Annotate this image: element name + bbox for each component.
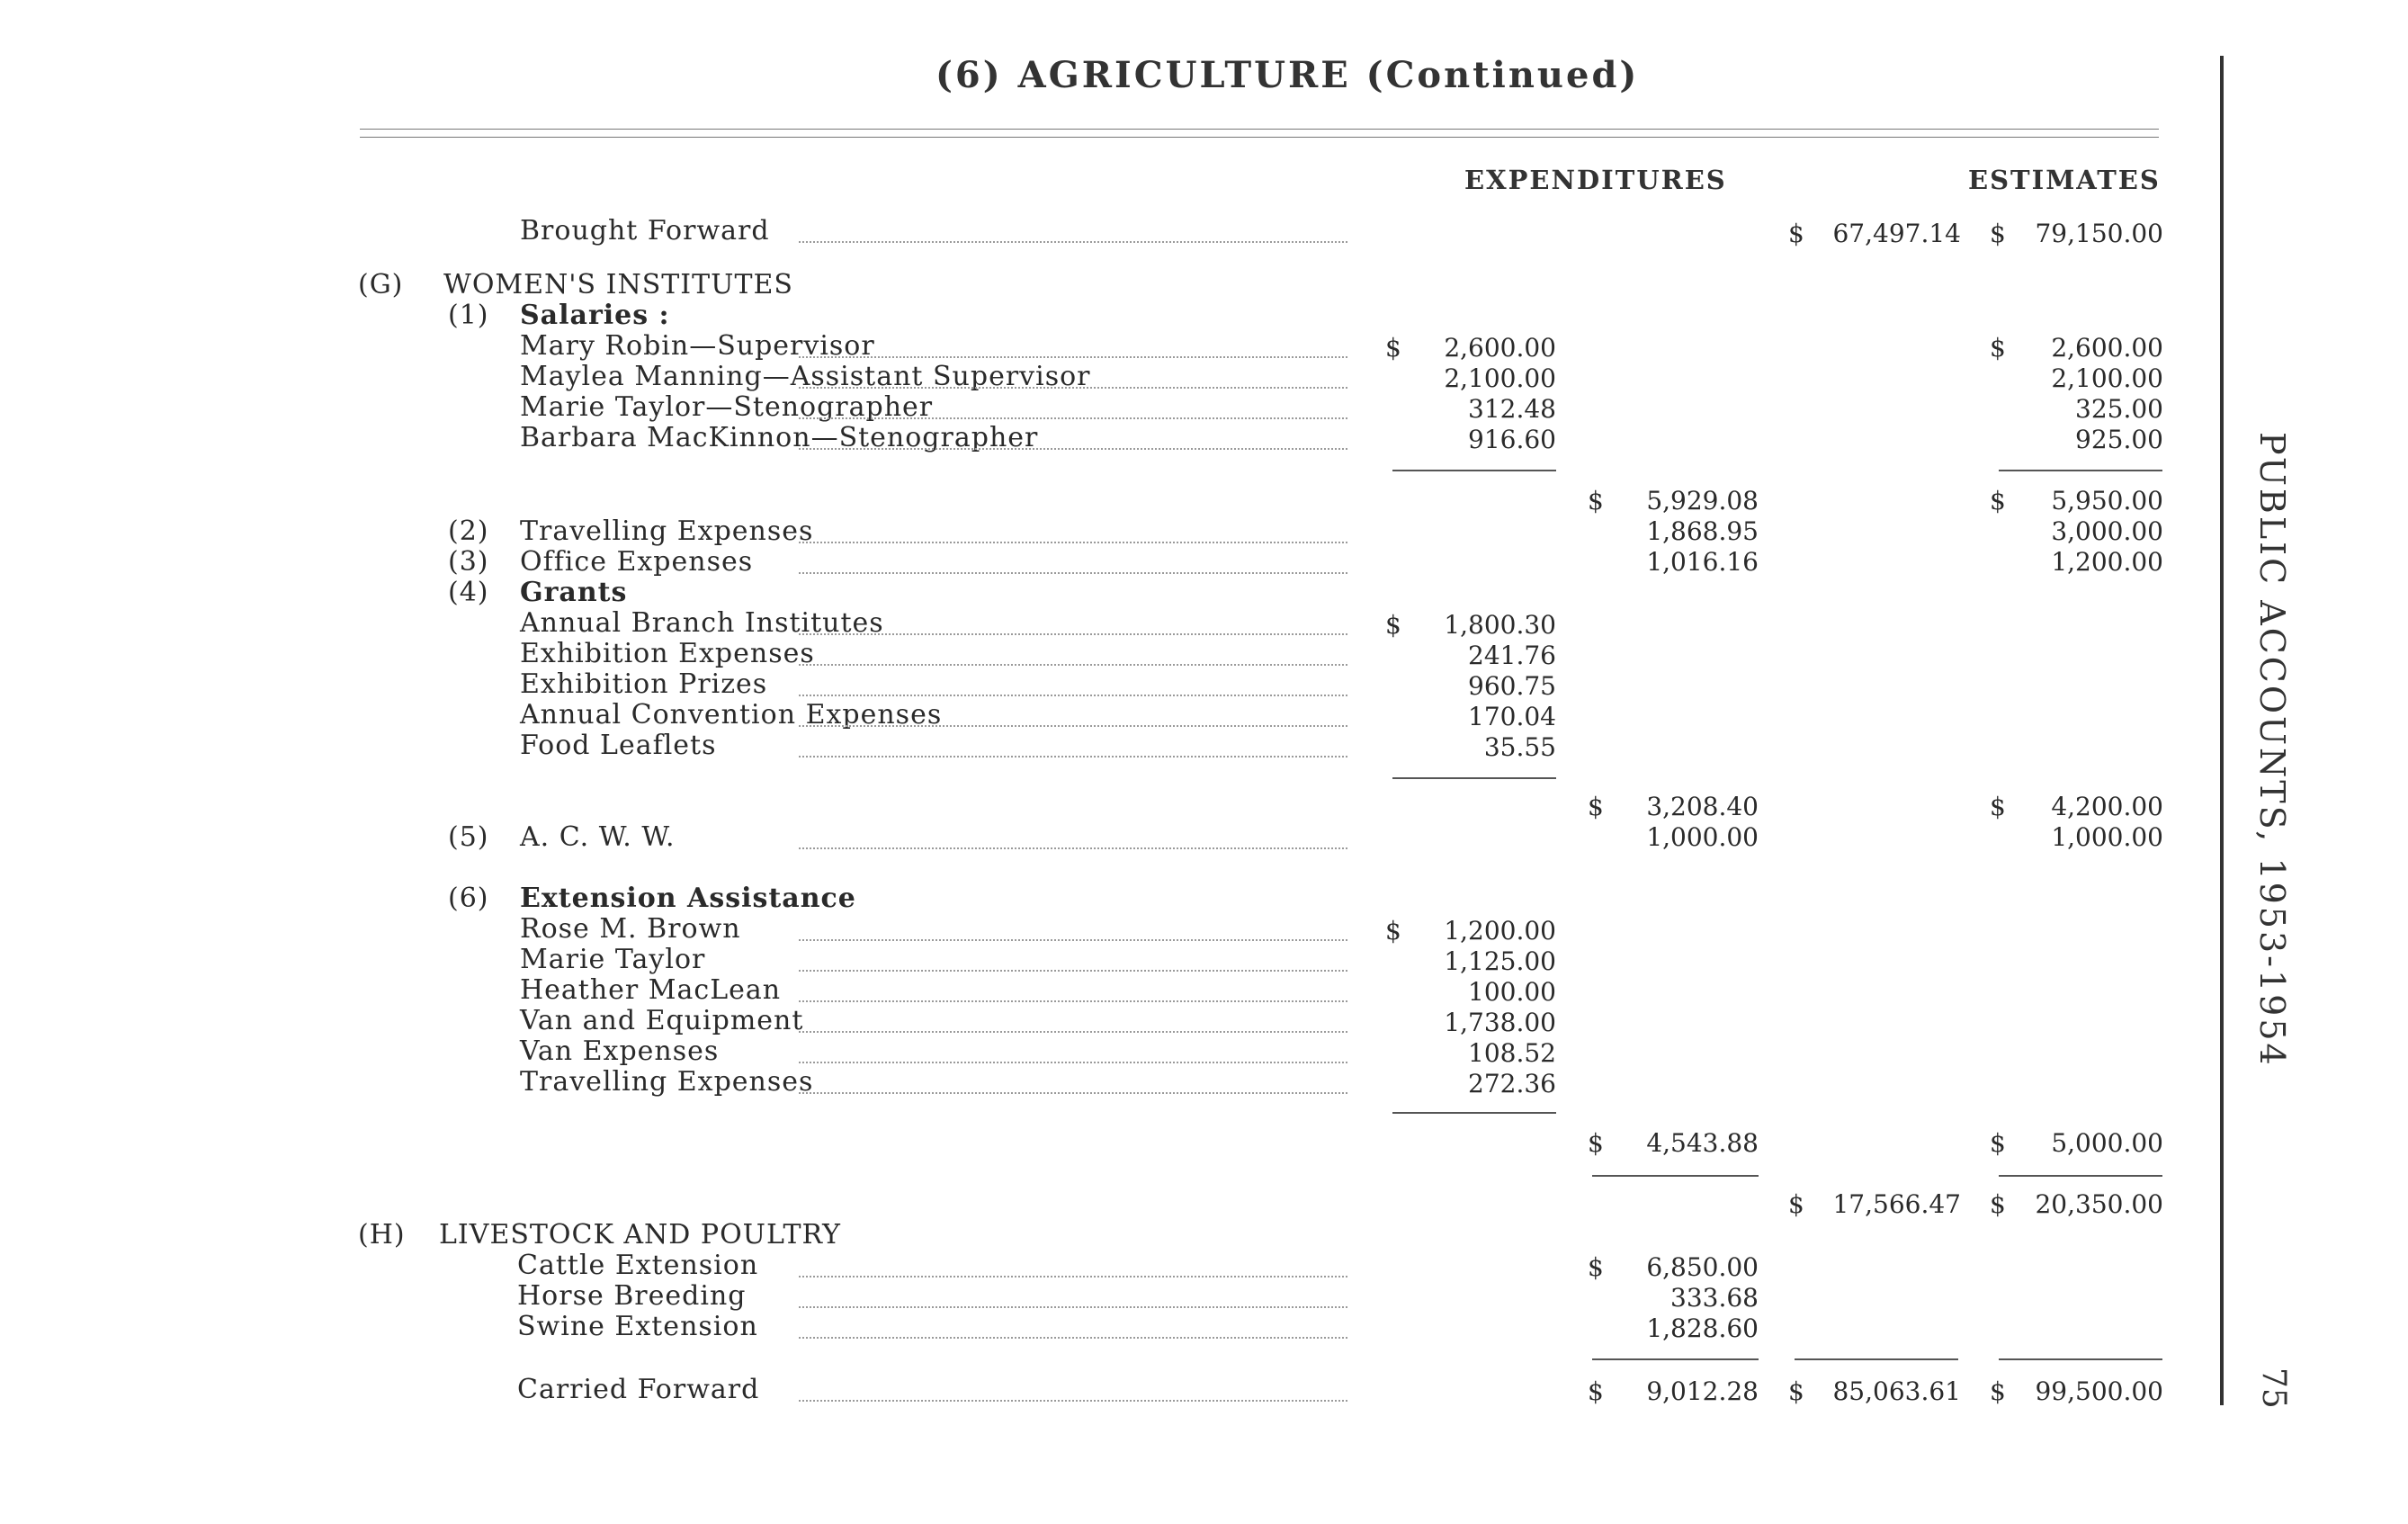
dollar-sign: $: [1588, 1252, 1604, 1282]
leader-dots: [799, 356, 1347, 358]
salaries-title: Salaries :: [520, 300, 670, 331]
grants-number: (4): [448, 577, 489, 608]
extension-item-amount: 108.52: [1468, 1038, 1556, 1068]
leader-dots: [799, 847, 1347, 849]
extension-item-label: Van and Equipment: [520, 1005, 804, 1036]
salaries-number: (1): [448, 300, 489, 331]
salary-item-estimate: 325.00: [2075, 394, 2163, 424]
leader-dots: [799, 633, 1347, 635]
dollar-sign: $: [1990, 1189, 2006, 1219]
salaries-estimate: 5,950.00: [2051, 486, 2163, 515]
extension-item-amount: 272.36: [1468, 1069, 1556, 1098]
total-rule: [1795, 1358, 1958, 1360]
dollar-sign: $: [1788, 1376, 1804, 1406]
salary-item-estimate: 925.00: [2075, 425, 2163, 454]
leader-dots: [799, 756, 1347, 758]
extension-estimate: 5,000.00: [2051, 1128, 2163, 1158]
dollar-sign: $: [1990, 792, 2006, 821]
extension-subtotal: 4,543.88: [1646, 1128, 1759, 1158]
salary-item-amount: 2,600.00: [1444, 333, 1556, 363]
salary-item-estimate: 2,600.00: [2051, 333, 2163, 363]
grants-subtotal: 3,208.40: [1646, 792, 1759, 821]
leader-dots: [799, 1276, 1347, 1277]
leader-dots: [799, 1337, 1347, 1339]
leader-dots: [799, 1031, 1347, 1033]
expenditures-header: EXPENDITURES: [1464, 165, 1727, 195]
leader-dots: [799, 1062, 1347, 1063]
salary-item-label: Barbara MacKinnon—Stenographer: [520, 422, 1039, 453]
extension-item-amount: 1,738.00: [1444, 1008, 1556, 1037]
leader-dots: [799, 939, 1347, 941]
extension-number: (6): [448, 883, 489, 914]
dollar-sign: $: [1788, 1189, 1804, 1219]
grant-item-amount: 960.75: [1468, 671, 1556, 701]
leader-dots: [799, 572, 1347, 574]
estimates-header: ESTIMATES: [1968, 165, 2161, 195]
grant-item-amount: 1,800.30: [1444, 610, 1556, 640]
margin-rule: [2220, 56, 2224, 1405]
office-estimate: 1,200.00: [2051, 547, 2163, 577]
section-g-letter: (G): [358, 269, 404, 300]
office-amount: 1,016.16: [1646, 547, 1759, 577]
leader-dots: [799, 448, 1347, 450]
dollar-sign: $: [1588, 1376, 1604, 1406]
grant-item-amount: 35.55: [1483, 732, 1556, 762]
extension-item-amount: 1,125.00: [1444, 946, 1556, 976]
livestock-item-label: Swine Extension: [517, 1311, 758, 1342]
section-h-title: LIVESTOCK AND POULTRY: [439, 1219, 841, 1251]
total-rule: [1999, 1358, 2162, 1360]
header-rule-top: [360, 129, 2159, 130]
grant-item-label: Annual Convention Expenses: [520, 699, 943, 731]
leader-dots: [799, 1000, 1347, 1002]
carried-forward-estimate: 99,500.00: [2035, 1376, 2163, 1406]
dollar-sign: $: [1788, 219, 1804, 248]
carried-forward-label: Carried Forward: [517, 1374, 760, 1405]
dollar-sign: $: [1588, 792, 1604, 821]
extension-item-label: Marie Taylor: [520, 944, 706, 975]
leader-dots: [799, 1306, 1347, 1308]
salary-item-amount: 916.60: [1468, 425, 1556, 454]
extension-item-amount: 100.00: [1468, 977, 1556, 1007]
acww-label: A. C. W. W.: [520, 821, 676, 853]
grant-item-amount: 241.76: [1468, 641, 1556, 670]
salary-item-label: Maylea Manning—Assistant Supervisor: [520, 361, 1091, 392]
subtotal-rule: [1999, 470, 2162, 471]
salary-item-amount: 2,100.00: [1444, 363, 1556, 393]
section-g-title: WOMEN'S INSTITUTES: [443, 269, 793, 300]
livestock-item-label: Horse Breeding: [517, 1280, 747, 1312]
grant-item-label: Food Leaflets: [520, 730, 717, 761]
dollar-sign: $: [1990, 1376, 2006, 1406]
grants-estimate: 4,200.00: [2051, 792, 2163, 821]
total-rule: [1592, 1175, 1759, 1177]
extension-item-label: Heather MacLean: [520, 974, 782, 1006]
extension-title: Extension Assistance: [520, 883, 856, 914]
grant-item-label: Exhibition Expenses: [520, 638, 815, 669]
acww-amount: 1,000.00: [1646, 822, 1759, 852]
livestock-item-amount: 6,850.00: [1646, 1252, 1759, 1282]
leader-dots: [799, 417, 1347, 419]
acww-estimate: 1,000.00: [2051, 822, 2163, 852]
dollar-sign: $: [1990, 333, 2006, 363]
salary-item-label: Mary Robin—Supervisor: [520, 330, 875, 362]
livestock-item-amount: 1,828.60: [1646, 1313, 1759, 1343]
travelling-amount: 1,868.95: [1646, 516, 1759, 546]
livestock-item-label: Cattle Extension: [517, 1250, 759, 1281]
carried-forward-subtotal: 9,012.28: [1646, 1376, 1759, 1406]
subtotal-rule: [1392, 1112, 1556, 1114]
total-rule: [1999, 1175, 2162, 1177]
leader-dots: [799, 241, 1347, 243]
travelling-number: (2): [448, 515, 489, 547]
brought-forward-estimate: 79,150.00: [2035, 219, 2163, 248]
leader-dots: [799, 695, 1347, 696]
grants-title: Grants: [520, 577, 628, 608]
dollar-sign: $: [1385, 610, 1401, 640]
office-number: (3): [448, 546, 489, 578]
section-g-total: 17,566.47: [1832, 1189, 1961, 1219]
office-label: Office Expenses: [520, 546, 754, 578]
salary-item-label: Marie Taylor—Stenographer: [520, 391, 934, 423]
dollar-sign: $: [1385, 333, 1401, 363]
leader-dots: [799, 664, 1347, 666]
travelling-estimate: 3,000.00: [2051, 516, 2163, 546]
extension-item-label: Van Expenses: [520, 1035, 720, 1067]
section-h-letter: (H): [358, 1219, 406, 1251]
leader-dots: [799, 542, 1347, 543]
leader-dots: [799, 387, 1347, 389]
total-rule: [1592, 1358, 1759, 1360]
page-title: (6) AGRICULTURE (Continued): [935, 54, 1640, 96]
extension-item-label: Rose M. Brown: [520, 913, 741, 945]
dollar-sign: $: [1588, 1128, 1604, 1158]
subtotal-rule: [1392, 470, 1556, 471]
livestock-item-amount: 333.68: [1670, 1283, 1759, 1313]
section-g-estimate: 20,350.00: [2035, 1189, 2163, 1219]
running-title: PUBLIC ACCOUNTS, 1953-1954: [2252, 432, 2292, 1068]
leader-dots: [799, 1400, 1347, 1402]
header-rule-bottom: [360, 137, 2159, 138]
dollar-sign: $: [1990, 219, 2006, 248]
dollar-sign: $: [1385, 916, 1401, 946]
dollar-sign: $: [1990, 486, 2006, 515]
leader-dots: [799, 1092, 1347, 1094]
leader-dots: [799, 970, 1347, 972]
grant-item-label: Exhibition Prizes: [520, 668, 768, 700]
grant-item-label: Annual Branch Institutes: [520, 607, 884, 639]
brought-forward-total: 67,497.14: [1832, 219, 1961, 248]
leader-dots: [799, 725, 1347, 727]
subtotal-rule: [1392, 777, 1556, 779]
salaries-subtotal: 5,929.08: [1646, 486, 1759, 515]
acww-number: (5): [448, 821, 489, 853]
carried-forward-total: 85,063.61: [1832, 1376, 1961, 1406]
brought-forward-label: Brought Forward: [520, 215, 770, 247]
extension-item-amount: 1,200.00: [1444, 916, 1556, 946]
dollar-sign: $: [1588, 486, 1604, 515]
grant-item-amount: 170.04: [1468, 702, 1556, 731]
extension-item-label: Travelling Expenses: [520, 1066, 814, 1098]
salary-item-estimate: 2,100.00: [2051, 363, 2163, 393]
dollar-sign: $: [1990, 1128, 2006, 1158]
salary-item-amount: 312.48: [1468, 394, 1556, 424]
page-number: 75: [2255, 1367, 2292, 1409]
travelling-label: Travelling Expenses: [520, 515, 814, 547]
